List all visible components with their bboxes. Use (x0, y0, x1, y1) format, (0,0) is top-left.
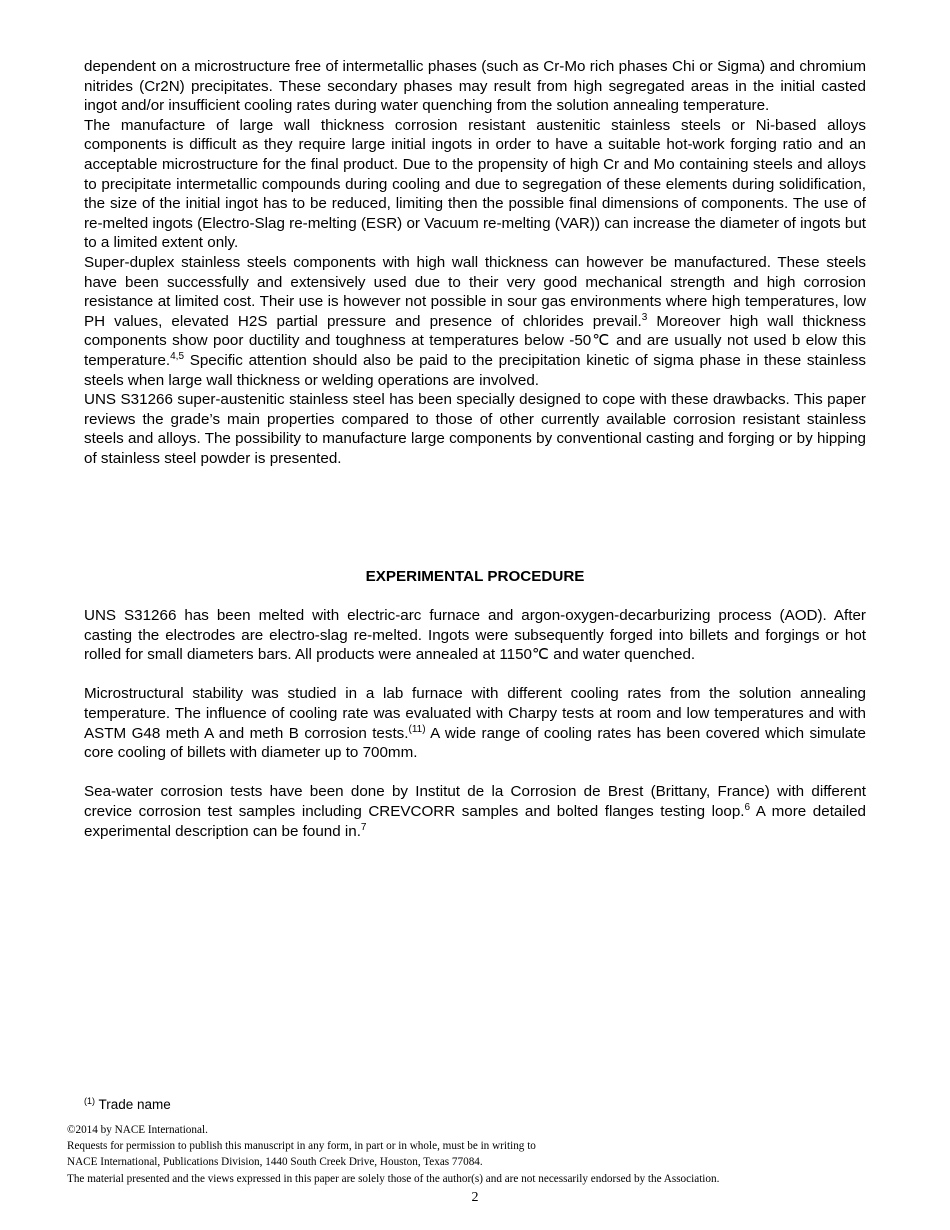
super-duplex-text-1: Super-duplex stainless steels components with high wall thickness can however be manufactured. These steels have been successfully and extensively used due to their very good mechanical strength and high corrosion resistance at limited cost. Their use is however not possible in sour gas environments where high temperatures, low PH values, elevated H2S partial pressure and presence of chlorides prevail. (84, 253, 866, 330)
experimental-procedure-text (84, 606, 866, 861)
introduction-text (84, 57, 866, 468)
section-heading: EXPERIMENTAL PROCEDURE (365, 568, 585, 585)
reference-6: 6 (744, 801, 751, 813)
reference-11: (11) (408, 723, 426, 735)
paragraph-melting: UNS S31266 has been melted with electric-arc furnace and argon-oxygen-decarburizing process (AOD). After casting the electrodes are electro-slag re-melted. Ingots were subsequently forged into billets and forgings or hot rolled for small diameters bars. All products were annealed at 1150℃ and water quenched. (84, 607, 866, 664)
permission-line: Requests for permission to publish this manuscript in any form, in part or in whole, must be in writing to (67, 1140, 536, 1153)
reference-3: 3 (641, 311, 648, 323)
disclaimer-line: The material presented and the views expressed in this paper are solely those of the author(s) and are not necessarily endorsed by the Association. (67, 1172, 720, 1185)
paragraph-super-duplex (84, 253, 866, 390)
super-duplex-text-3: Specific attention should also be paid to the precipitation kinetic of sigma phase in these stainless steels when large wall thickness or welding operations are involved. (84, 351, 866, 389)
footnote (84, 1096, 171, 1114)
footnote-marker: (1) (84, 1096, 95, 1106)
stability-text-1: Microstructural stability was studied in a lab furnace with different cooling rates from the solution annealing temperature. The influence of cooling rate was evaluated with Charpy tests at room and low temperatures and with ASTM G48 meth A and meth B corrosion tests. (84, 685, 866, 742)
paragraph-microstructure: dependent on a microstructure free of intermetallic phases (such as Cr-Mo rich phases Chi or Sigma) and chromium nitrides (Cr2N) precipitates. These secondary phases may result from high segregated areas in the initial casted ingot and/or insufficient cooling rates during water quenching from the solution annealing temperature. (84, 58, 866, 115)
paragraph-uns-s31266: UNS S31266 super-austenitic stainless steel has been specially designed to cope with these drawbacks. This paper reviews the grade’s main properties compared to those of other currently available corrosion resistant stainless steels and alloys. The possibility to manufacture large components by conventional casting and forging or by hipping of stainless steel powder is presented. (84, 391, 866, 467)
paragraph-microstructural-stability (84, 684, 866, 762)
sea-water-text-1: Sea-water corrosion tests have been done by Institut de la Corrosion de Brest (Brittany, France) with different crevice corrosion test samples including CREVCORR samples and bolted flanges testing loop. (84, 783, 866, 820)
reference-4-5: 4,5 (170, 350, 185, 362)
sea-water-text-2: A more detailed experimental description can be found in. (84, 802, 866, 840)
address-line: NACE International, Publications Division, 1440 South Creek Drive, Houston, Texas 77084. (67, 1156, 483, 1169)
super-duplex-text-2: Moreover high wall thickness components show poor ductility and toughness at temperatures below -50℃ and are usually not used b elow this temperature. (84, 312, 866, 369)
page-number: 2 (471, 1190, 479, 1205)
paragraph-large-wall-manufacture: The manufacture of large wall thickness corrosion resistant austenitic stainless steels or Ni-based alloys components is difficult as they require large initial ingots in order to have a suitable hot-work forging ratio and an acceptable microstructure for the final product. Due to the propensity of high Cr and Mo containing steels and alloys to precipitate intermetallic compounds during cooling and due to segregation of these elements during solidification, the size of the initial ingot has to be reduced, limiting then the possible final dimensions of components. The use of re-melted ingots (Electro-Slag re-melting (ESR) or Vacuum re-melting (VAR)) can increase the diameter of ingots but to a limited extent only. (84, 116, 866, 252)
reference-7: 7 (360, 821, 367, 833)
footnote-text: Trade name (95, 1097, 171, 1112)
stability-text-2: A wide range of cooling rates has been covered which simulate core cooling of billets with diameter up to 700mm. (84, 724, 866, 762)
paragraph-sea-water-tests (84, 782, 866, 841)
copyright-line: ©2014 by NACE International. (67, 1124, 208, 1136)
copyright-notice (67, 1122, 887, 1187)
